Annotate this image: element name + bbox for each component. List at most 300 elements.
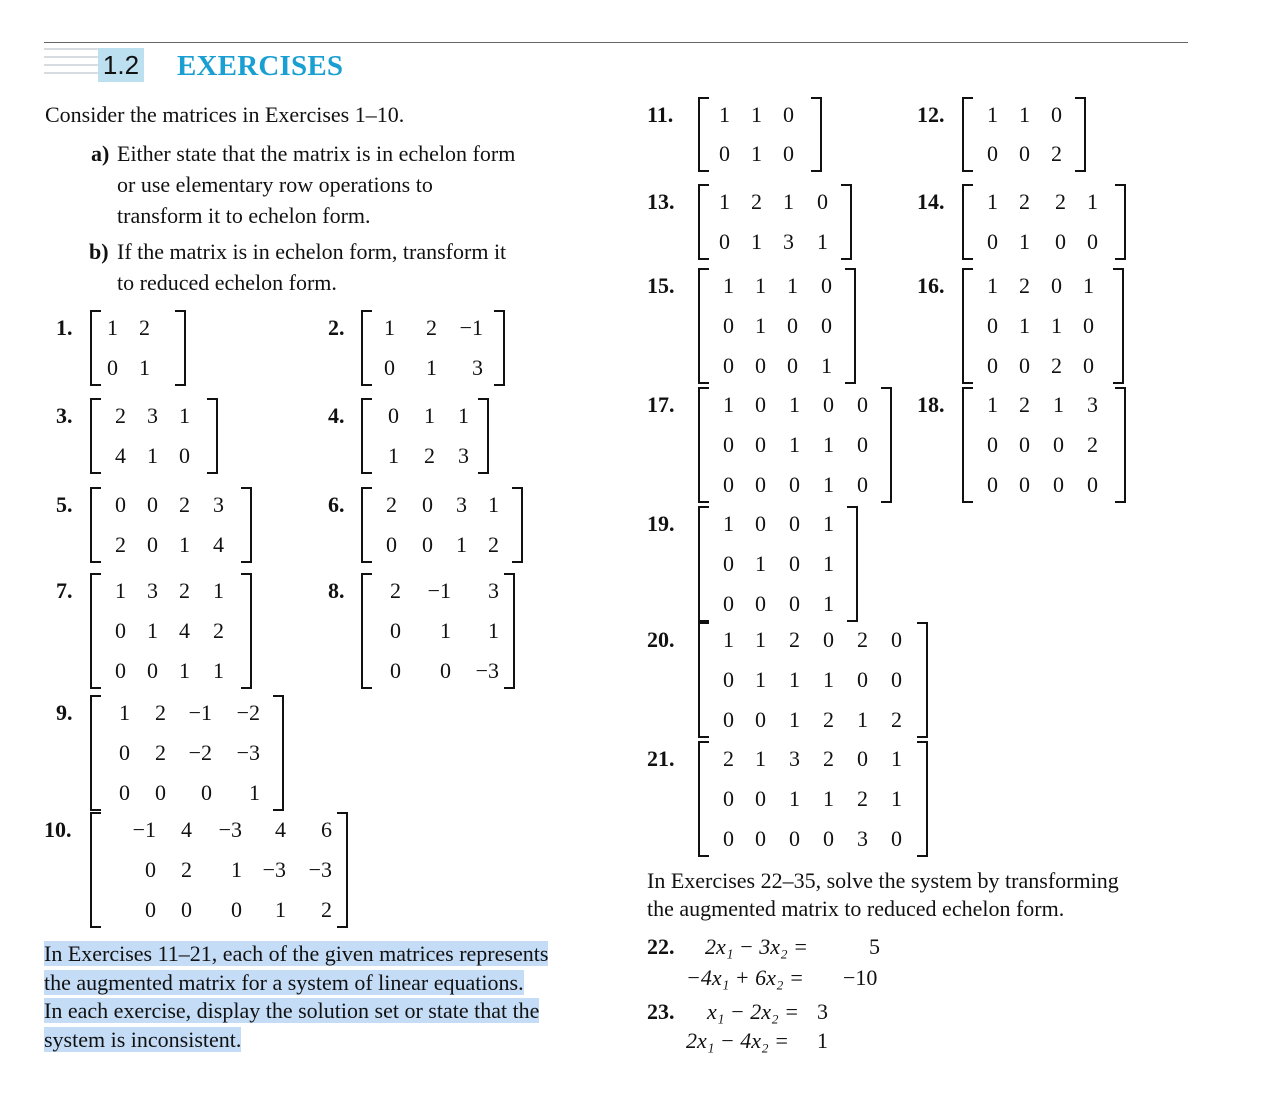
- matrix-bracket-corner: [241, 687, 250, 689]
- instructions-22-35-line: the augmented matrix to reduced echelon form.: [647, 896, 1065, 921]
- matrix-entry: 4: [115, 443, 126, 468]
- matrix-entry: 1: [789, 432, 800, 457]
- matrix-entry: 3: [456, 492, 467, 517]
- matrix-row: [363, 490, 521, 520]
- matrix-entry: 0: [386, 532, 397, 557]
- matrix-bracket-corner: [700, 501, 709, 503]
- matrix-entry: 1: [147, 618, 158, 643]
- exercise-number: 4.: [328, 403, 345, 428]
- matrix-entry: 1: [388, 443, 399, 468]
- matrix-entry: 0: [783, 102, 794, 127]
- matrix-row: [964, 187, 1124, 217]
- matrix-bracket-corner: [917, 855, 926, 857]
- matrix-bracket-corner: [512, 487, 521, 489]
- matrix-entry: 0: [755, 353, 766, 378]
- matrix-bracket-corner: [700, 268, 709, 270]
- part-b-label: b): [89, 239, 109, 264]
- matrix-bracket-corner: [363, 472, 372, 474]
- matrix-row: [700, 100, 820, 130]
- matrix-entry: 3: [857, 826, 868, 851]
- matrix-entry: 3: [147, 578, 158, 603]
- matrix-bracket-corner: [917, 622, 926, 624]
- exercise-number: 5.: [56, 492, 73, 517]
- matrix-bracket-corner: [700, 506, 709, 508]
- equation-rhs: −10: [843, 965, 878, 990]
- exercise-number: 12.: [917, 102, 945, 127]
- matrix-entry: 0: [1083, 353, 1094, 378]
- matrix-entry: 1: [823, 591, 834, 616]
- matrix-entry: 2: [857, 627, 868, 652]
- matrix-entry: 0: [789, 511, 800, 536]
- part-a-label: a): [91, 141, 110, 166]
- matrix-entry: 2: [1019, 392, 1030, 417]
- matrix-entry: 1: [488, 492, 499, 517]
- matrix: [361, 310, 505, 386]
- matrix-entry: 0: [119, 740, 130, 765]
- matrix-entry: 0: [145, 857, 156, 882]
- matrix-entry: 0: [789, 591, 800, 616]
- matrix-bracket-corner: [363, 687, 372, 689]
- matrix-entry: 1: [787, 273, 798, 298]
- matrix: [698, 268, 856, 384]
- matrix-bracket-corner: [92, 398, 101, 400]
- matrix-bracket-corner: [478, 472, 487, 474]
- matrix-bracket-corner: [363, 573, 372, 575]
- matrix-entry: 0: [155, 780, 166, 805]
- matrix-bracket-corner: [337, 812, 346, 814]
- matrix-entry: 6: [321, 817, 332, 842]
- matrix-bracket-corner: [700, 382, 709, 384]
- matrix-entry: 1: [275, 897, 286, 922]
- matrix-bracket-corner: [363, 384, 372, 386]
- matrix-entry: 4: [213, 532, 224, 557]
- matrix-row: [92, 656, 250, 686]
- matrix-bracket-corner: [92, 809, 101, 811]
- matrix-entry: 1: [817, 229, 828, 254]
- matrix-row: [700, 549, 856, 579]
- matrix-entry: 0: [857, 472, 868, 497]
- matrix-entry: 1: [823, 472, 834, 497]
- matrix-entry: 1: [755, 746, 766, 771]
- matrix-entry: 0: [787, 313, 798, 338]
- matrix-bracket-corner: [241, 573, 250, 575]
- matrix-entry: 0: [987, 229, 998, 254]
- equation-lhs: −4x₁ + 6x₂ =: [686, 965, 804, 990]
- part-a-line: or use elementary row operations to: [117, 172, 433, 197]
- section-title: EXERCISES: [177, 50, 344, 82]
- matrix-entry: 1: [723, 392, 734, 417]
- matrix-entry: 0: [719, 141, 730, 166]
- exercise-number: 16.: [917, 273, 945, 298]
- matrix-row: [92, 441, 216, 471]
- matrix-entry: 0: [891, 667, 902, 692]
- matrix-bracket-corner: [700, 736, 709, 738]
- matrix-entry: 0: [823, 392, 834, 417]
- matrix-bracket-corner: [92, 487, 101, 489]
- matrix-bracket-corner: [881, 387, 890, 389]
- matrix-entry: 1: [213, 658, 224, 683]
- matrix-entry: 1: [755, 667, 766, 692]
- matrix-entry: 1: [424, 403, 435, 428]
- matrix: [962, 184, 1126, 260]
- matrix-entry: 1: [440, 618, 451, 643]
- matrix-entry: 1: [1019, 229, 1030, 254]
- matrix-bracket-corner: [700, 184, 709, 186]
- matrix-bracket-corner: [845, 382, 854, 384]
- matrix-bracket-corner: [1075, 97, 1084, 99]
- matrix-entry: 0: [115, 658, 126, 683]
- matrix-entry: 0: [821, 313, 832, 338]
- matrix-entry: 1: [751, 102, 762, 127]
- matrix-row: [700, 470, 890, 500]
- matrix-entry: 0: [115, 492, 126, 517]
- matrix-entry: 0: [1087, 472, 1098, 497]
- matrix-entry: 2: [891, 707, 902, 732]
- matrix-row: [92, 616, 250, 646]
- matrix: [698, 741, 928, 857]
- matrix-row: [700, 430, 890, 460]
- matrix-row: [964, 227, 1124, 257]
- matrix-entry: −1: [459, 315, 483, 340]
- instruction-line: In Exercises 11–21, each of the given matrices represents: [44, 941, 549, 966]
- matrix: [90, 573, 252, 689]
- matrix-bracket-corner: [175, 310, 184, 312]
- matrix-entry: 0: [384, 355, 395, 380]
- matrix-entry: 0: [987, 313, 998, 338]
- top-rule: [44, 42, 1188, 43]
- matrix-row: [92, 895, 346, 925]
- matrix-entry: 1: [723, 511, 734, 536]
- matrix-entry: 0: [1051, 273, 1062, 298]
- matrix-row: [363, 441, 487, 471]
- matrix-entry: 3: [472, 355, 483, 380]
- matrix-row: [92, 738, 282, 768]
- matrix-entry: 0: [1051, 102, 1062, 127]
- matrix-entry: 0: [891, 627, 902, 652]
- matrix-entry: 0: [1055, 229, 1066, 254]
- instruction-line: In each exercise, display the solution set or state that the: [44, 998, 540, 1023]
- matrix-entry: 0: [755, 432, 766, 457]
- equation-lhs: x₁ − 2x₂ =: [707, 999, 800, 1024]
- matrix-row: [363, 530, 521, 560]
- matrix-entry: 0: [147, 658, 158, 683]
- matrix-row: [964, 351, 1122, 381]
- matrix-row: [700, 589, 856, 619]
- matrix-row: [700, 311, 854, 341]
- matrix-row: [700, 625, 926, 655]
- matrix-bracket-corner: [1115, 184, 1124, 186]
- matrix-row: [964, 470, 1124, 500]
- matrix-bracket-corner: [273, 809, 282, 811]
- matrix-entry: 2: [390, 578, 401, 603]
- matrix-entry: 1: [384, 315, 395, 340]
- matrix-entry: 0: [723, 551, 734, 576]
- matrix-entry: 1: [107, 315, 118, 340]
- matrix-entry: 0: [723, 432, 734, 457]
- matrix-entry: 0: [755, 392, 766, 417]
- matrix-bracket-corner: [504, 687, 513, 689]
- matrix-bracket-corner: [494, 384, 503, 386]
- matrix-bracket-corner: [92, 926, 101, 928]
- matrix-bracket-corner: [964, 170, 973, 172]
- matrix-bracket-corner: [92, 687, 101, 689]
- matrix-entry: 1: [456, 532, 467, 557]
- matrix-entry: 1: [987, 273, 998, 298]
- matrix-bracket-corner: [337, 926, 346, 928]
- matrix-entry: 1: [823, 667, 834, 692]
- matrix-entry: 2: [1019, 189, 1030, 214]
- matrix-entry: 2: [115, 532, 126, 557]
- matrix-entry: 4: [275, 817, 286, 842]
- matrix-bracket-corner: [363, 561, 372, 563]
- matrix-entry: 1: [1087, 189, 1098, 214]
- matrix-bracket-corner: [847, 506, 856, 508]
- matrix-bracket-corner: [881, 501, 890, 503]
- matrix: [962, 97, 1086, 172]
- matrix-entry: 2: [823, 707, 834, 732]
- matrix-entry: 1: [1051, 313, 1062, 338]
- matrix-entry: 0: [823, 826, 834, 851]
- matrix-bracket-corner: [92, 472, 101, 474]
- matrix-bracket-corner: [504, 573, 513, 575]
- matrix-entry: 3: [488, 578, 499, 603]
- matrix-entry: 0: [1019, 141, 1030, 166]
- matrix-entry: 2: [823, 746, 834, 771]
- matrix-entry: −1: [132, 817, 156, 842]
- matrix-entry: 0: [723, 667, 734, 692]
- matrix-row: [964, 100, 1084, 130]
- exercise-number: 7.: [56, 578, 73, 603]
- matrix-entry: 2: [1055, 189, 1066, 214]
- matrix-entry: 3: [783, 229, 794, 254]
- matrix-entry: 2: [179, 492, 190, 517]
- matrix-entry: 1: [821, 353, 832, 378]
- exercise-number: 10.: [44, 817, 72, 842]
- matrix-bracket-corner: [512, 561, 521, 563]
- matrix-bracket-corner: [1115, 258, 1124, 260]
- matrix-entry: 0: [107, 355, 118, 380]
- matrix-bracket-corner: [241, 561, 250, 563]
- matrix-entry: 0: [390, 618, 401, 643]
- exercise-number: 23.: [647, 999, 675, 1024]
- equation-rhs: 3: [817, 999, 828, 1024]
- equation-lhs: 2x₁ − 3x₂ =: [705, 934, 809, 959]
- matrix-row: [700, 705, 926, 735]
- matrix-entry: 0: [821, 273, 832, 298]
- matrix-row: [92, 778, 282, 808]
- part-b-line: If the matrix is in echelon form, transform it: [117, 239, 507, 264]
- matrix-bracket-corner: [363, 487, 372, 489]
- matrix-entry: 2: [179, 578, 190, 603]
- matrix-bracket-corner: [811, 170, 820, 172]
- matrix-entry: 1: [789, 392, 800, 417]
- equation-rhs: 5: [869, 934, 880, 959]
- matrix-bracket-corner: [1115, 501, 1124, 503]
- matrix-bracket-corner: [92, 310, 101, 312]
- exercise-number: 9.: [56, 700, 73, 725]
- matrix-bracket-corner: [841, 184, 850, 186]
- matrix-bracket-corner: [964, 268, 973, 270]
- matrix-row: [92, 855, 346, 885]
- matrix-entry: 1: [789, 707, 800, 732]
- matrix-entry: 2: [115, 403, 126, 428]
- matrix-bracket-corner: [92, 561, 101, 563]
- matrix-entry: 1: [755, 551, 766, 576]
- matrix-entry: 0: [755, 826, 766, 851]
- exercise-number: 3.: [56, 403, 73, 428]
- matrix-entry: 0: [817, 189, 828, 214]
- matrix-entry: 0: [755, 511, 766, 536]
- matrix-row: [700, 351, 854, 381]
- matrix-entry: 4: [181, 817, 192, 842]
- matrix-bracket-corner: [1115, 387, 1124, 389]
- matrix-bracket-corner: [917, 736, 926, 738]
- matrix-entry: 2: [155, 740, 166, 765]
- matrix-bracket-corner: [700, 855, 709, 857]
- matrix-entry: 2: [488, 532, 499, 557]
- matrix-row: [700, 390, 890, 420]
- matrix-entry: 2: [386, 492, 397, 517]
- intro-line: Consider the matrices in Exercises 1–10.: [45, 102, 405, 127]
- instruction-line: the augmented matrix for a system of linear equations.: [44, 969, 524, 995]
- matrix-entry: 0: [1019, 472, 1030, 497]
- instruction-line: system is inconsistent.: [44, 1026, 242, 1052]
- matrix-entry: 0: [147, 532, 158, 557]
- matrix-entry: 1: [755, 627, 766, 652]
- exercise-number: 21.: [647, 746, 675, 771]
- matrix: [698, 97, 822, 172]
- matrix-entry: 0: [789, 472, 800, 497]
- instructions-11-21: [44, 940, 587, 1054]
- matrix-row: [964, 139, 1084, 169]
- matrix-row: [700, 784, 926, 814]
- matrix-entry: 0: [231, 897, 242, 922]
- matrix-entry: 0: [755, 707, 766, 732]
- matrix-entry: 2: [213, 618, 224, 643]
- matrix-entry: 1: [987, 102, 998, 127]
- matrix-entry: 0: [755, 786, 766, 811]
- matrix-entry: 0: [857, 667, 868, 692]
- matrix: [962, 268, 1124, 384]
- matrix-bracket-corner: [207, 472, 216, 474]
- matrix-entry: 1: [891, 746, 902, 771]
- matrix-entry: 1: [751, 141, 762, 166]
- matrix-bracket-corner: [964, 382, 973, 384]
- matrix-entry: 0: [422, 492, 433, 517]
- matrix-entry: 0: [1083, 313, 1094, 338]
- matrix-row: [363, 313, 503, 343]
- matrix: [90, 487, 252, 563]
- matrix-entry: 1: [426, 355, 437, 380]
- matrix-entry: 0: [857, 746, 868, 771]
- matrix-entry: 0: [390, 658, 401, 683]
- exercise-number: 19.: [647, 511, 675, 536]
- exercise-number: 8.: [328, 578, 345, 603]
- matrix: [90, 695, 284, 811]
- matrix-entry: 0: [755, 472, 766, 497]
- matrix-entry: 0: [388, 403, 399, 428]
- matrix-entry: 0: [755, 591, 766, 616]
- matrix-entry: −3: [218, 817, 242, 842]
- matrix-bracket-corner: [273, 695, 282, 697]
- matrix-entry: 1: [179, 403, 190, 428]
- matrix: [698, 184, 852, 260]
- matrix-bracket-corner: [1113, 382, 1122, 384]
- matrix-entry: 0: [987, 432, 998, 457]
- matrix-entry: 3: [213, 492, 224, 517]
- matrix-entry: 0: [422, 532, 433, 557]
- matrix-bracket-corner: [917, 741, 926, 743]
- matrix-bracket-corner: [811, 97, 820, 99]
- exercise-number: 1.: [56, 315, 73, 340]
- matrix-entry: 0: [987, 353, 998, 378]
- matrix-entry: 1: [719, 102, 730, 127]
- matrix-entry: 1: [987, 189, 998, 214]
- matrix-bracket-corner: [207, 398, 216, 400]
- matrix-bracket-corner: [478, 398, 487, 400]
- exercise-number: 2.: [328, 315, 345, 340]
- matrix-entry: 0: [1019, 432, 1030, 457]
- exercise-number: 6.: [328, 492, 345, 517]
- matrix-entry: 1: [789, 786, 800, 811]
- matrix-bracket-corner: [700, 741, 709, 743]
- matrix-entry: 1: [1019, 313, 1030, 338]
- matrix: [361, 398, 489, 474]
- matrix-entry: 3: [789, 746, 800, 771]
- matrix-entry: 1: [719, 189, 730, 214]
- matrix-bracket-corner: [92, 812, 101, 814]
- matrix-entry: 1: [857, 707, 868, 732]
- matrix-row: [700, 744, 926, 774]
- matrix-entry: 2: [181, 857, 192, 882]
- matrix-bracket-corner: [363, 398, 372, 400]
- matrix-entry: 0: [891, 826, 902, 851]
- matrix: [698, 387, 892, 503]
- matrix-bracket-corner: [964, 258, 973, 260]
- matrix-entry: 0: [115, 618, 126, 643]
- matrix-row: [363, 656, 513, 686]
- matrix-row: [700, 509, 856, 539]
- matrix-entry: 1: [147, 443, 158, 468]
- matrix-bracket-corner: [175, 384, 184, 386]
- matrix-row: [964, 271, 1122, 301]
- matrix-entry: −3: [308, 857, 332, 882]
- exercise-number: 15.: [647, 273, 675, 298]
- matrix-entry: 1: [987, 392, 998, 417]
- matrix-entry: 0: [440, 658, 451, 683]
- matrix-entry: 1: [115, 578, 126, 603]
- matrix-entry: 2: [789, 627, 800, 652]
- matrix-entry: 0: [119, 780, 130, 805]
- matrix-bracket-corner: [964, 387, 973, 389]
- matrix-entry: 1: [179, 658, 190, 683]
- matrix-entry: 1: [751, 229, 762, 254]
- matrix-entry: 4: [179, 618, 190, 643]
- matrix-entry: 1: [458, 403, 469, 428]
- matrix-bracket-corner: [92, 695, 101, 697]
- matrix-entry: 0: [789, 826, 800, 851]
- matrix-row: [92, 313, 184, 343]
- matrix-row: [363, 401, 487, 431]
- matrix-entry: 2: [1051, 353, 1062, 378]
- exercise-number: 18.: [917, 392, 945, 417]
- matrix-row: [964, 390, 1124, 420]
- matrix-bracket-corner: [845, 268, 854, 270]
- matrix-entry: 1: [755, 273, 766, 298]
- exercise-number: 14.: [917, 189, 945, 214]
- matrix-entry: 1: [139, 355, 150, 380]
- header-decoration: [44, 48, 98, 82]
